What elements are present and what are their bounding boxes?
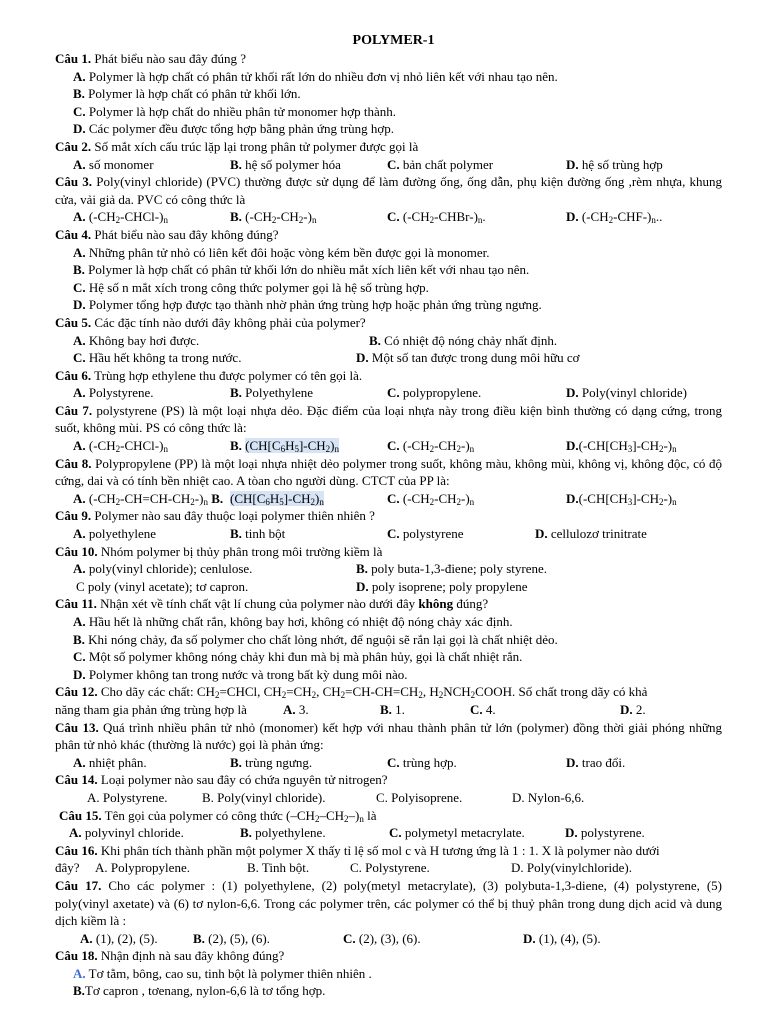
option-d: D. Polymer không tan trong nước và trong bất kỳ dung môi nào.: [73, 666, 408, 682]
question-16: Câu 16. Khi phân tích thành phần một polymer X thấy tỉ lệ số mol c và H tương ứng là 1 : 1. X là polymer nào dưới: [55, 842, 660, 858]
option-a: A. Tơ tằm, bông, cao su, tinh bột là polymer thiên nhiên .: [73, 965, 372, 981]
options-row: A. (1), (2), (5). B. (2), (5), (6). C. (2), (3), (6). D. (1), (4), (5).: [80, 930, 601, 946]
question-10: Câu 10. Nhóm polymer bị thủy phân trong môi trường kiềm là: [55, 543, 383, 559]
question-3: Câu 3. Poly(vinyl chloride) (PVC) thường được sử dụng để làm đường ống, ống dẫn, phụ kiện đường ống ,rèm nhựa, khung cửa, vải giả da. PVC có công thức là: [55, 174, 722, 207]
question-14: Câu 14. Loại polymer nào sau đây có chứa nguyên tử nitrogen?: [55, 772, 388, 788]
question-17: Câu 17. Cho các polymer : (1) polyethylene, (2) poly(metyl metacrylate), (3) polybuta-1,3-diene, (4) polystyrene, (5) poly(vinyl axetate) và (6) tơ nylon-6,6. Trong các polymer trên, các polymer có thể bị thuỷ phân trong dung dịch acid và dung dịch kiềm là :: [55, 877, 722, 929]
question-9: Câu 9. Polymer nào sau đây thuộc loại polymer thiên nhiên ?: [55, 508, 375, 524]
option-b: B. Polymer là hợp chất có phân tử khối lớn do nhiều mắt xích liên kết với nhau tạo nên.: [73, 262, 530, 278]
question-label: Câu 1.: [55, 51, 92, 66]
option-a: A. Những phân tử nhỏ có liên kết đôi hoặc vòng kém bền được gọi là monomer.: [73, 244, 490, 260]
question-1: [55, 50, 722, 68]
option-c: C. Polymer là hợp chất do nhiều phân tử monomer hợp thành.: [73, 103, 396, 119]
option-c: C. Hệ số n mắt xích trong công thức polymer gọi là hệ số trùng hợp.: [73, 279, 429, 295]
page-title: POLYMER-1: [352, 33, 435, 48]
options-row: A. Không bay hơi được. B. Có nhiệt độ nóng chảy nhất định.: [73, 332, 558, 348]
options-row: A. $(-CH_2-CH=CH-CH_2-)_n$ B. $(CH[C_6H_5]-CH_2)_n$ C. $(-CH_2-CH_2-)_n$ $D.(-CH[CH_3]-CH_2-)_n$: [73, 490, 677, 507]
question-8: Câu 8. Polypropylene (PP) là một loại nhựa nhiệt dẻo polymer trong suốt, không màu, không mùi, không vị, không độc, có độ cứng, dai và có tính bền nhiệt cao. A tòan cho người dùng. CTCT của PP là:: [55, 455, 723, 489]
question-6: Câu 6. Trùng hợp ethylene thu được polymer có tên gọi là.: [55, 367, 363, 383]
options-row: A. số monomer B. hệ số polymer hóa C. bản chất polymer D. hệ số trùng hợp: [73, 156, 663, 172]
option-a: A. Hầu hết là những chất rắn, không bay hơi, không có nhiệt độ nóng chảy xác định.: [73, 614, 513, 629]
options-row: A. $(-CH_2-CHCl-)_n$ B. $(CH[C_6H_5]-CH_2)_n$ C. $(-CH_2-CH_2-)_n$ $D.(-CH[CH_3]-CH_2-)_n$: [73, 438, 677, 455]
question-5: Câu 5. Các đặc tính nào dưới đây không phải của polymer?: [55, 314, 366, 330]
options-row: A. Polystyrene. B. Poly(vinyl chloride). C. Polyisoprene. D. Nylon-6,6.: [87, 789, 585, 805]
options-row: A. polyethylene B. tinh bột C. polystyrene D. cellulozơ trinitrate: [73, 526, 647, 542]
question-15: Câu 15. Tên gọi của polymer có công thức $(-CH_2-CH_2-)_n$ là: [59, 807, 377, 824]
options-row: A. polyvinyl chloride. B. polyethylene. C. polymetyl metacrylate. D. polystyrene.: [69, 825, 645, 841]
option-b: B. Polymer là hợp chất có phân tử khối lớn.: [73, 86, 301, 102]
options-row: A. $(-CH_2-CHCl-)_n$ B. $(-CH_2-CH_2-)_n$ C. $(-CH_2-CHBr-)_n$. D. $(-CH_2-CHF-)_n$..: [73, 209, 663, 226]
options-row: C. Hầu hết không ta trong nước. D. Một số tan được trong dung môi hữu cơ: [73, 350, 580, 366]
option-c: C. Một số polymer không nóng chảy khi đun mà bị mà phân hủy, gọi là chất nhiệt rắn.: [73, 649, 523, 665]
options-row: năng tham gia phản ứng trùng hợp là A. 3. B. 1. C. 4. D. 2.: [55, 701, 646, 717]
question-12: Câu 12. Cho dãy các chất: $CH_2=CHCl$, $CH_2=CH_2$, $CH_2=CH-CH=CH_2$, $H_2NCH_2COOH$. Số chất trong dãy có khả: [55, 684, 648, 701]
option-b: B. Khi nóng chảy, đa số polymer cho chất lỏng nhớt, để nguội sẽ rắn lại gọi là chất nhiệt dẻo.: [73, 631, 558, 647]
options-row: A. poly(vinyl chloride); cenlulose. B. poly buta-1,3-điene; poly styrene.: [73, 561, 547, 577]
options-row: C poly (vinyl acetate); tơ capron. D. poly isoprene; poly propylene: [76, 578, 528, 594]
options-row: A. Polystyrene. B. Polyethylene C. polypropylene. D. Poly(vinyl chloride): [73, 385, 687, 401]
question-18: Câu 18. Nhận định nà sau đây không đúng?: [55, 948, 285, 964]
option-d: D. Các polymer đều được tổng hợp bằng phản ứng trùng hợp.: [73, 121, 395, 137]
option-d: D. Polymer tổng hợp được tạo thành nhờ phản ứng trùng hợp hoặc phản ứng trùng ngưng.: [73, 297, 542, 313]
question-2: Câu 2. Số mắt xích cấu trúc lặp lại trong phân tử polymer được gọi là: [55, 138, 419, 154]
question-text: Phát biểu nào sau đây đúng ?: [91, 51, 247, 66]
question-13: Câu 13. Quá trình nhiều phân tử nhỏ (monomer) kết hợp với nhau thành phân tử lớn (polymer) đồng thời giải phóng những phân tử nhỏ khác (thường là nước) gọi là phản ứng:: [55, 719, 722, 753]
options-row: A. nhiệt phân. B. trùng ngưng. C. trùng hợp. D. trao đổi.: [73, 754, 626, 770]
question-11: Câu 11. Nhận xét về tính chất vật lí chung của polymer nào dưới đây không đúng?: [55, 596, 489, 612]
option-b: B.Tơ capron , tơenang, nylon-6,6 là tơ tổng hợp.: [73, 983, 326, 999]
question-7: Câu 7. polystyrene (PS) là một loại nhựa dẻo. Đặc điểm của loại nhựa này trong điều kiện bình thường có dạng cứng, trong suốt, không mùi. PS có công thức là:: [55, 402, 722, 436]
options-row: đây? A. Polypropylene. B. Tinh bột. C. Polystyrene. D. Poly(vinylchloride).: [55, 860, 632, 876]
question-4: Câu 4. Phát biểu nào sau đây không đúng?: [55, 226, 279, 242]
option-a: A. Polymer là hợp chất có phân tử khối rất lớn do nhiều đơn vị nhỏ liên kết với nhau tạo nên.: [73, 68, 558, 84]
